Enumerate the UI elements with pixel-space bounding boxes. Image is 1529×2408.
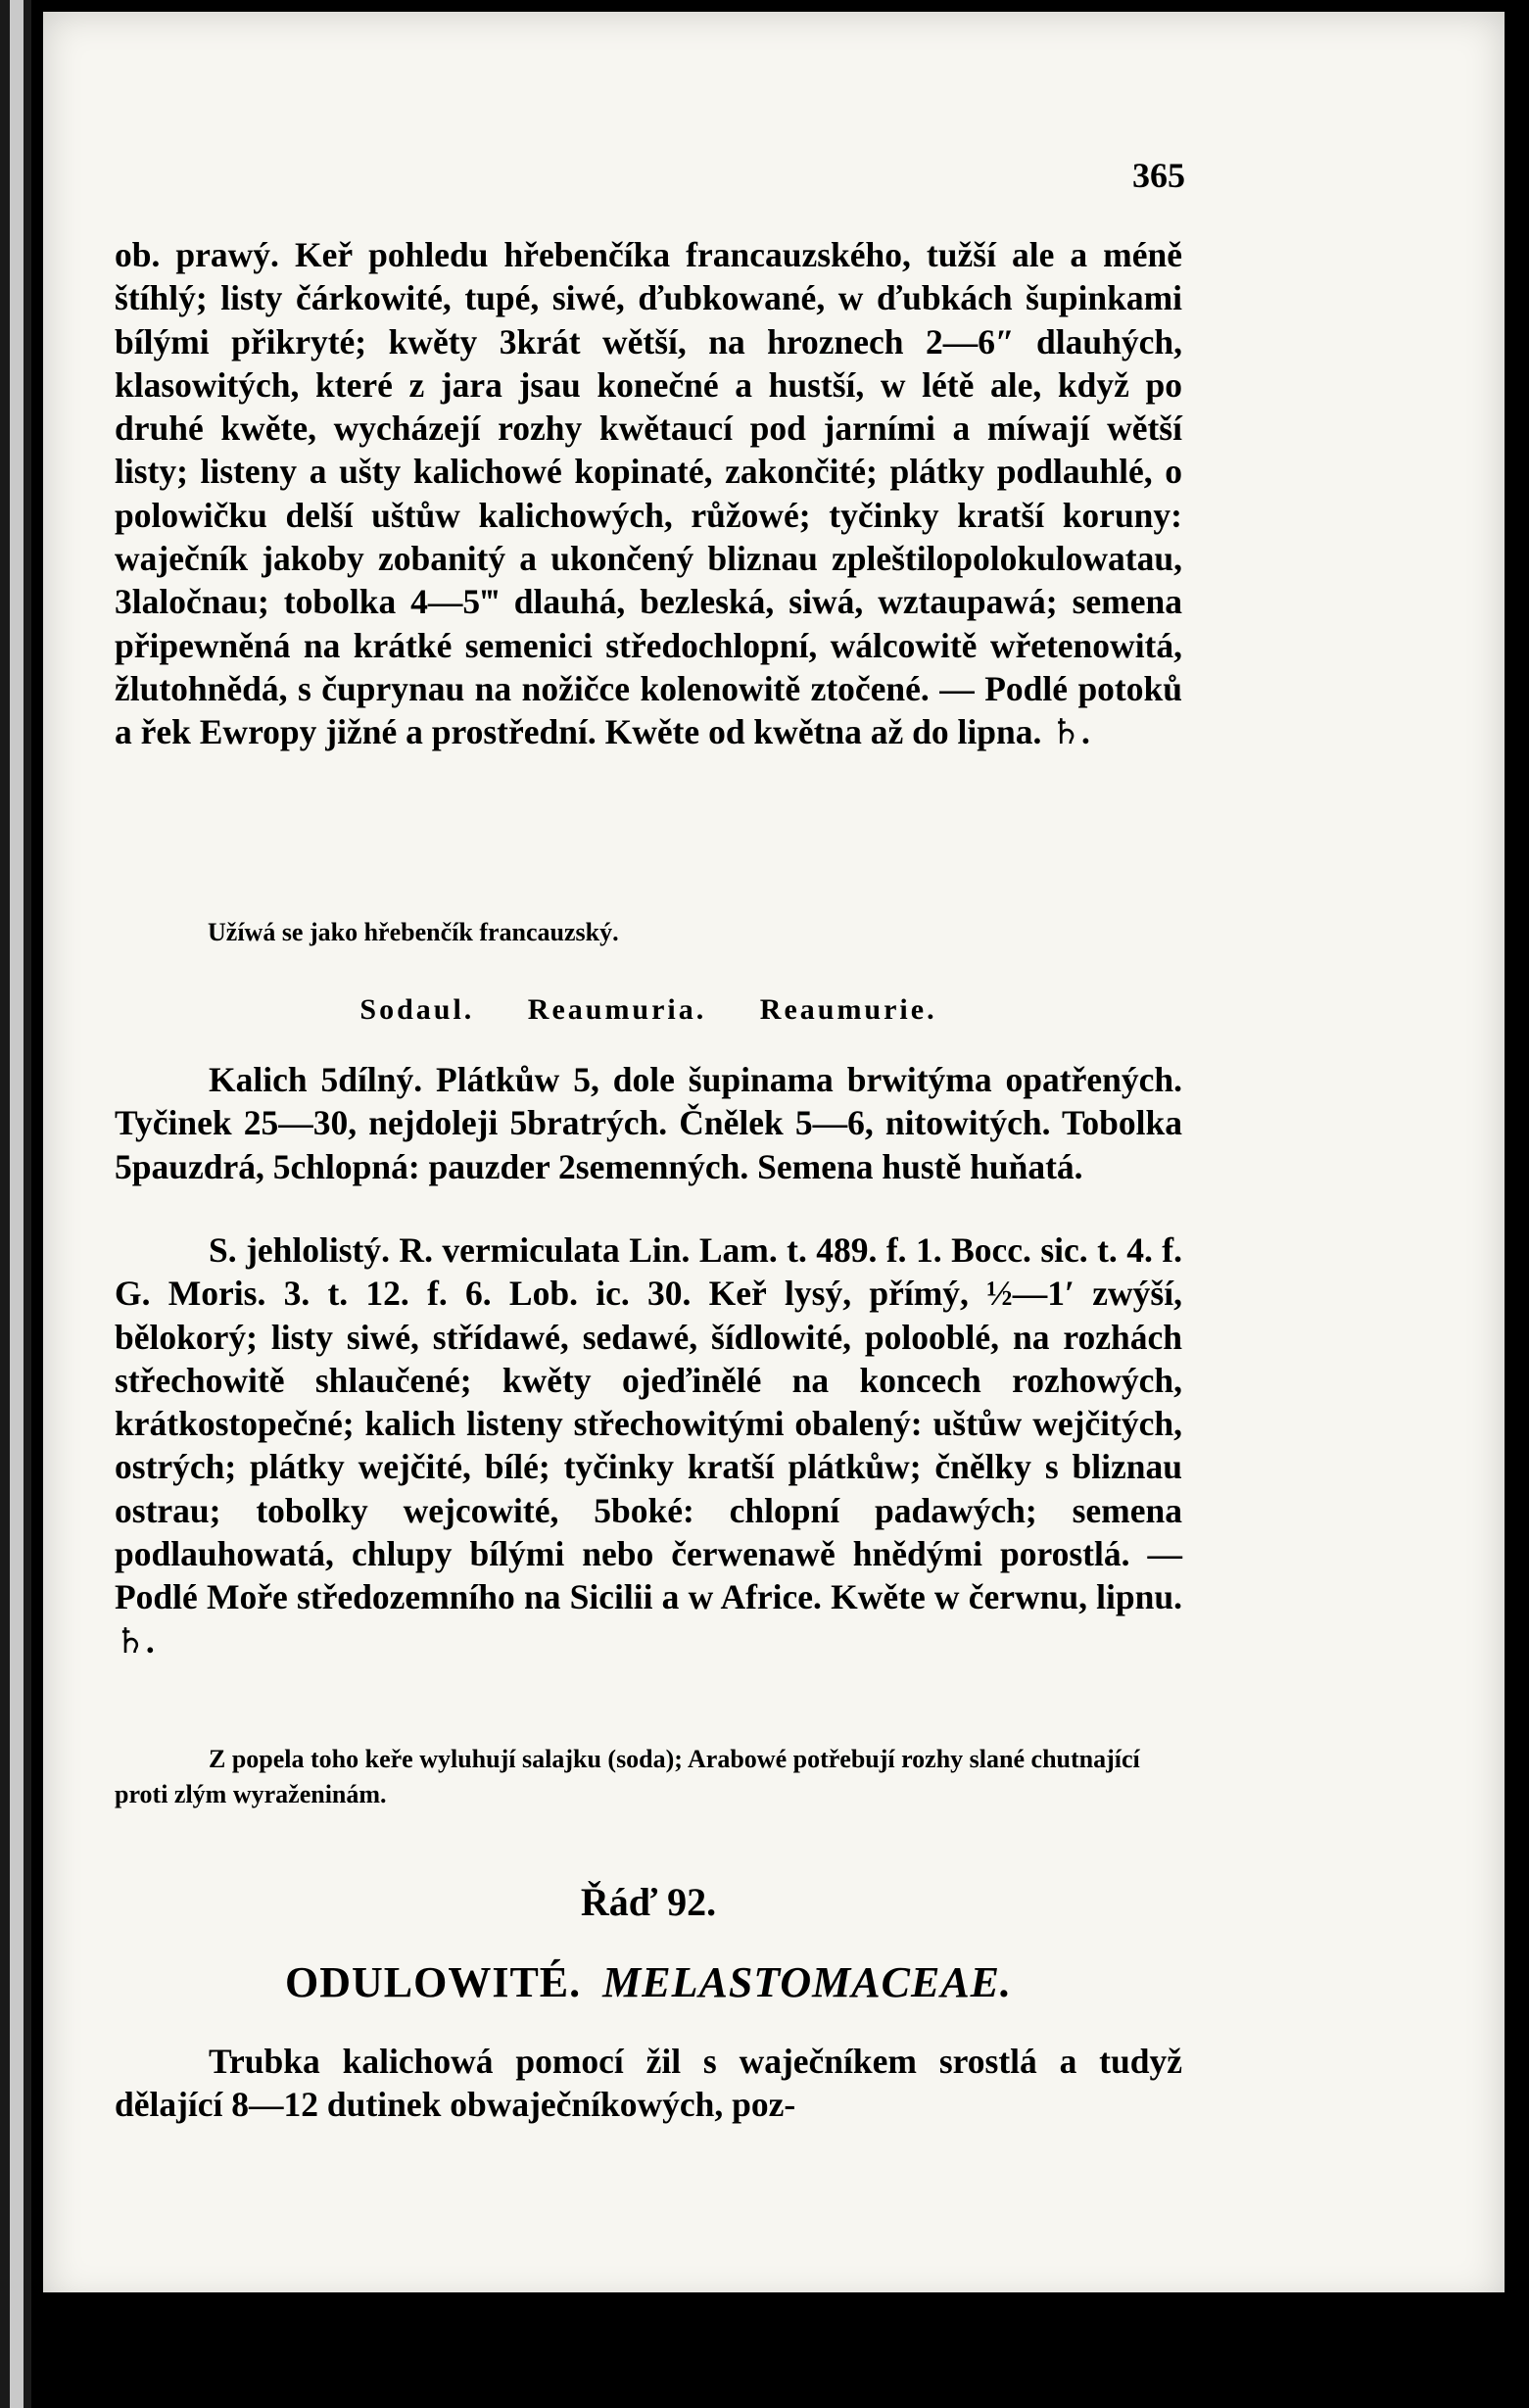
family-heading	[115, 1957, 1182, 2007]
family-latin-name: MELASTOMACEAE.	[602, 1958, 1013, 2006]
genus-czech-name: Sodaul.	[359, 993, 475, 1026]
book-gutter	[0, 0, 31, 2408]
species-description: S. jehlolistý. R. vermiculata Lin. Lam. t. 489. f. 1. Bocc. sic. t. 4. f. G. Moris. 3. t. 12. f. 6. Lob. ic. 30. Keř lysý, přímý, ½—1′ zwýší, bělokorý; listy siwé, střídawé, sedawé, šídlowité, polooblé, na rozhách střechowitě shlaučené; kwěty ojeďinělé na koncech rozhowých, krátkostopečné; kalich listeny střechowitými obalený: uštůw wejčitých, ostrých; plátky wejčité, bílé; tyčinky kratší plátkůw; čnělky s bliznau ostrau; tobolky wejcowité, 5boké: chlopní padawých; semena podlauhowatá, chlupy bílými nebo čerwenawě hnědými porostlá. — Podlé Moře středozemního na Sicilii a w Africe. Kwěte w čerwnu, lipnu. ♄.	[115, 1230, 1182, 1661]
species-continuation-paragraph: ob. prawý. Keř pohledu hřebenčíka francauzského, tužší ale a méně štíhlý; listy čárkowité, tupé, siwé, ďubkowané, w ďubkách šupinkami bílými přikryté; kwěty 3krát wětší, na hroznech 2—6″ dlauhých, klasowitých, které z jara jsau konečné a hustší, w létě ale, když po druhé kwěte, wycházejí rozhy kwětaucí pod jarními a míwají wětší listy; listeny a ušty kalichowé kopinaté, zakončité; plátky podlauhlé, o polowičku delší uštůw kalichowých, růžowé; tyčinky kratší koruny: waječník jakoby zobanitý a ukončený bliznau zpleštilopolokulowatau, 3laločnau; tobolka 4—5‴ dlauhá, bezleská, siwá, wztaupawá; semena připewněná na krátké semenici středochlopní, wálcowitě wřetenowitá, žlutohnědá, s čuprynau na nožičce kolenowitě ztočené. — Podlé potoků a řek Ewropy jižné a prostřední. Kwěte od kwětna až do lipna. ♄.	[115, 235, 1182, 752]
use-note: Užíwá se jako hřebenčík francauzský.	[208, 918, 619, 946]
page-number: 365	[1132, 156, 1185, 195]
family-description: Trubka kalichowá pomocí žil s waječníkem srostlá a tudyž dělající 8—12 dutinek obwaječníkowých, poz-	[115, 2042, 1182, 2125]
genus-heading	[115, 993, 1182, 1027]
genus-czech-alt-name: Reaumurie.	[759, 993, 937, 1026]
family-czech-name: ODULOWITÉ.	[284, 1958, 582, 2006]
genus-description: Kalich 5dílný. Plátkůw 5, dole šupinama brwitýma opatřených. Tyčinek 25—30, nejdoleji 5bratrých. Čnělek 5—6, nitowitých. Tobolka 5pauzdrá, 5chlopná: pauzder 2semenných. Semena hustě huňatá.	[115, 1060, 1182, 1186]
order-heading: Řáď 92.	[580, 1880, 717, 1924]
page-bottom-shadow	[43, 2292, 1505, 2408]
use-note-2: Z popela toho keře wyluhují salajku (soda); Arabowé potřebují rozhy slané chutnající proti zlým wyraženinám.	[115, 1745, 1140, 1808]
genus-latin-name: Reaumuria.	[527, 993, 707, 1026]
